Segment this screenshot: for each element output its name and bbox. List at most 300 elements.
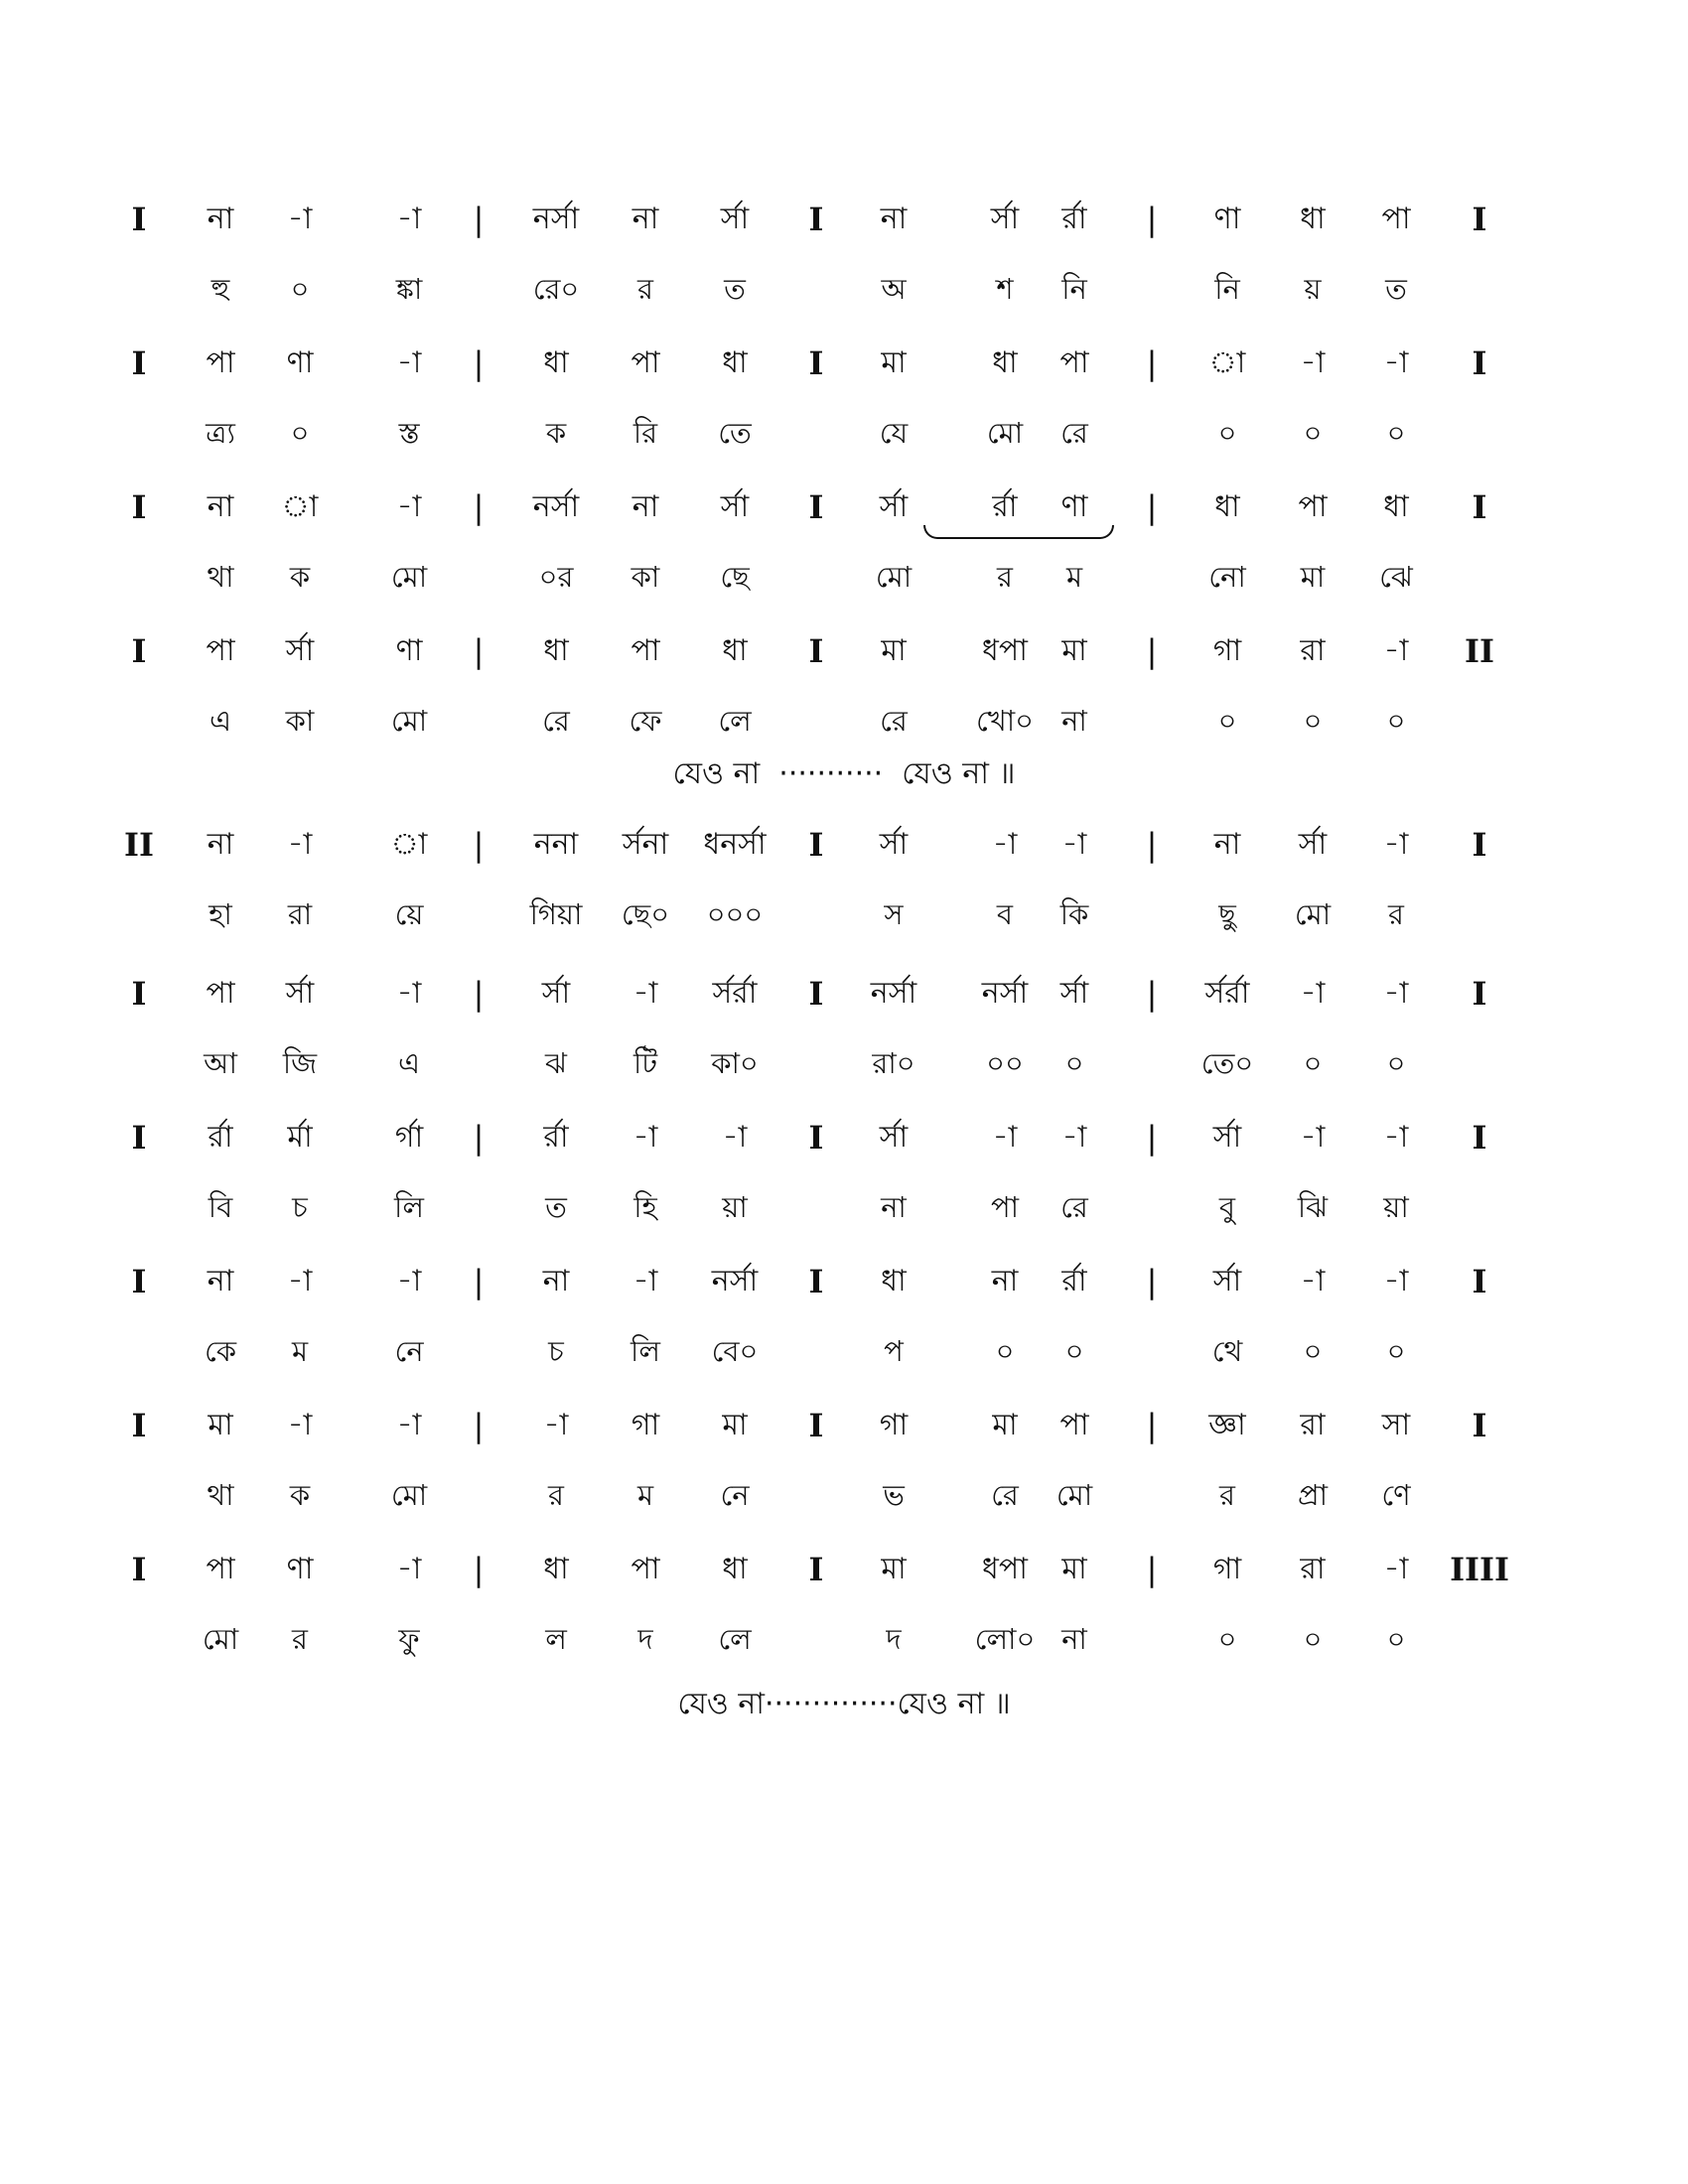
lyric-syllable: ঝ (545, 1046, 567, 1080)
measure-bar: II (124, 826, 154, 864)
swara-note: সা (1381, 1408, 1411, 1442)
lyric-syllable: হি (633, 1190, 657, 1224)
swara-note: র্সর্রা (712, 976, 758, 1011)
lyric-syllable: পা (990, 1190, 1020, 1224)
lyric-syllable: র (997, 560, 1013, 594)
lyric-syllable: নি (1061, 272, 1087, 306)
lyric-syllable: নে (720, 1478, 750, 1512)
swara-note: র্সা (541, 976, 571, 1011)
lyric-syllable: ক (289, 1478, 311, 1512)
swara-note: -া (633, 1120, 658, 1155)
measure-bar: I (1472, 488, 1487, 526)
lyric-syllable: স্ত (398, 416, 420, 450)
swara-note: মা (722, 1408, 748, 1442)
swara-note: ধনর্সা (703, 827, 767, 862)
measure-bar: I (808, 488, 824, 526)
beat-divider: | (473, 488, 485, 526)
meend-slur (923, 525, 1114, 539)
lyric-syllable: কে (204, 1334, 237, 1368)
lyric-row (0, 1037, 1688, 1097)
lyric-syllable: জি (282, 1046, 318, 1080)
measure-bar: II (1465, 632, 1494, 670)
swara-note: নর্সা (981, 976, 1029, 1011)
measure-bar: I (1472, 1407, 1487, 1444)
swara-note: র্রা (1061, 202, 1087, 236)
lyric-syllable: থা (207, 1478, 234, 1512)
swara-note: -া (1300, 976, 1326, 1011)
swara-note: র্সা (285, 976, 315, 1011)
swara-note: নর্সা (711, 1264, 759, 1298)
measure-bar: I (1472, 344, 1487, 382)
swara-note: পা (631, 633, 660, 668)
swara-note: া (1208, 345, 1246, 380)
swara-note: -া (396, 976, 422, 1011)
swara-note: নর্সা (532, 489, 580, 524)
lyric-syllable: মো (1294, 897, 1332, 931)
swara-note: র্সা (1059, 976, 1089, 1011)
swara-note: -া (992, 1120, 1018, 1155)
lyric-syllable: লে (718, 704, 752, 738)
swara-note: জ্ঞা (1208, 1408, 1246, 1442)
measure-bar: I (1472, 826, 1487, 864)
measure-bar: I (808, 975, 824, 1013)
swara-note: ধা (1300, 202, 1326, 236)
swara-note: না (207, 202, 234, 236)
swara-note: ধা (543, 1552, 569, 1586)
swara-note: পা (1059, 1408, 1089, 1442)
lyric-syllable: ০ (1064, 1046, 1084, 1080)
swara-note: গা (879, 1408, 909, 1442)
lyric-row (0, 1469, 1688, 1529)
swara-note: -া (1300, 345, 1326, 380)
lyric-syllable: ঙ্কা (395, 272, 423, 306)
lyric-syllable: ফে (629, 704, 662, 738)
swara-note: পা (631, 1552, 660, 1586)
swara-note: -া (1383, 1120, 1409, 1155)
swara-note: পা (206, 633, 235, 668)
lyric-syllable: ০ (1217, 1622, 1237, 1656)
lyric-syllable: ০ (1386, 704, 1406, 738)
swara-note: -া (396, 1264, 422, 1298)
lyric-syllable: নি (1214, 272, 1240, 306)
lyric-syllable: রে (542, 704, 570, 738)
lyric-syllable: রি (633, 416, 658, 450)
swara-note: র্সা (720, 202, 750, 236)
swara-note: ণা (286, 1552, 314, 1586)
lyric-row (0, 263, 1688, 323)
lyric-syllable: হা (209, 897, 232, 931)
swara-note: -া (396, 1408, 422, 1442)
swara-note: -া (1383, 345, 1409, 380)
swara-note: ননা (533, 827, 579, 862)
swara-note: র্সা (285, 633, 315, 668)
beat-divider: | (1146, 1407, 1158, 1444)
lyric-syllable: মো (986, 416, 1024, 450)
swara-note: মা (1061, 633, 1087, 668)
lyric-syllable: র (1219, 1478, 1235, 1512)
lyric-row (0, 551, 1688, 611)
swara-note: র্সা (879, 1120, 909, 1155)
swara-note: মা (1061, 1552, 1087, 1586)
measure-bar: I (131, 1119, 147, 1157)
swara-note: র্সর্রা (1204, 976, 1250, 1011)
swara-note: ধা (722, 1552, 748, 1586)
swara-note: র্সা (879, 489, 909, 524)
lyric-syllable: ছু (1218, 897, 1236, 931)
lyric-syllable: ত্র্য (206, 416, 235, 450)
swara-note: না (632, 489, 659, 524)
lyric-syllable: মো (202, 1622, 239, 1656)
beat-divider: | (1146, 1551, 1158, 1588)
lyric-syllable: ০ (1217, 416, 1237, 450)
swara-note: ণা (1060, 489, 1088, 524)
lyric-syllable: ০ (1303, 1622, 1323, 1656)
lyric-syllable: ক (545, 416, 567, 450)
swara-row (0, 625, 1688, 685)
lyric-syllable: র (1388, 897, 1404, 931)
lyric-syllable: টি (633, 1046, 658, 1080)
swara-note: না (991, 1264, 1019, 1298)
lyric-syllable: তে (718, 416, 752, 450)
lyric-syllable: ০০ (986, 1046, 1024, 1080)
lyric-syllable: ভ (883, 1478, 905, 1512)
measure-bar: I (131, 1551, 147, 1588)
lyric-syllable: ০ (1217, 704, 1237, 738)
beat-divider: | (1146, 1119, 1158, 1157)
lyric-syllable: বু (1218, 1190, 1236, 1224)
swara-note: রা (1300, 1408, 1326, 1442)
lyric-syllable: না (1061, 704, 1087, 738)
swara-note: মা (881, 1552, 907, 1586)
swara-row (0, 1256, 1688, 1315)
lyric-syllable: লি (394, 1190, 424, 1224)
swara-note: ধা (722, 633, 748, 668)
swara-note: ধপা (982, 1552, 1028, 1586)
lyric-syllable: ত (724, 272, 746, 306)
beat-divider: | (1146, 1263, 1158, 1300)
lyric-row (0, 1325, 1688, 1385)
swara-note: া (281, 489, 319, 524)
beat-divider: | (1146, 632, 1158, 670)
lyric-syllable: এ (209, 704, 232, 738)
refrain-line: যেও না ··········· যেও না ॥ (672, 756, 1016, 791)
swara-note: র্রা (1061, 1264, 1087, 1298)
lyric-syllable: মা (1300, 560, 1326, 594)
lyric-syllable: কা (631, 560, 660, 594)
lyric-syllable: মো (875, 560, 913, 594)
swara-note: মা (881, 633, 907, 668)
lyric-syllable: ফু (398, 1622, 420, 1656)
lyric-syllable: ত (545, 1190, 567, 1224)
swara-note: না (207, 827, 234, 862)
swara-note: ধপা (982, 633, 1028, 668)
lyric-syllable: য়া (722, 1190, 748, 1224)
lyric-syllable: শ (996, 272, 1014, 306)
swara-row (0, 1400, 1688, 1459)
lyric-syllable: রা০ (872, 1046, 915, 1080)
beat-divider: | (1146, 975, 1158, 1013)
lyric-syllable: ছে (720, 560, 750, 594)
lyric-syllable: রে০ (532, 272, 580, 306)
swara-note: ধা (543, 345, 569, 380)
lyric-syllable: মো (390, 704, 428, 738)
swara-note: ধা (1214, 489, 1240, 524)
swara-note: ধা (1383, 489, 1409, 524)
measure-bar: I (131, 201, 147, 238)
lyric-syllable: ম (636, 1478, 654, 1512)
lyric-syllable: থে (1211, 1334, 1243, 1368)
swara-note: র্রা (208, 1120, 233, 1155)
swara-row (0, 968, 1688, 1027)
lyric-syllable: চ (548, 1334, 564, 1368)
swara-note: ধা (543, 633, 569, 668)
lyric-syllable: বি (208, 1190, 233, 1224)
measure-bar: I (1472, 201, 1487, 238)
swara-note: রা (1300, 1552, 1326, 1586)
swara-note: মা (992, 1408, 1018, 1442)
lyric-syllable: ক (289, 560, 311, 594)
lyric-syllable: না (881, 1190, 907, 1224)
swara-note: -া (1300, 1264, 1326, 1298)
swara-note: না (632, 202, 659, 236)
swara-note: -া (1383, 1552, 1409, 1586)
lyric-syllable: ০ (1064, 1334, 1084, 1368)
lyric-syllable: ০ (1386, 416, 1406, 450)
measure-bar: I (808, 826, 824, 864)
swara-note: পা (206, 345, 235, 380)
measure-bar: I (808, 1263, 824, 1300)
measure-bar: I (808, 201, 824, 238)
swara-note: ণা (395, 633, 423, 668)
lyric-row (0, 407, 1688, 467)
lyric-syllable: রে (1060, 416, 1088, 450)
swara-note: মা (881, 345, 907, 380)
swara-note: -া (1300, 1120, 1326, 1155)
swara-note: র্সা (1298, 827, 1328, 862)
beat-divider: | (473, 1263, 485, 1300)
lyric-syllable: রে (1060, 1190, 1088, 1224)
lyric-syllable: এ (397, 1046, 421, 1080)
lyric-syllable: না (1061, 1622, 1087, 1656)
lyric-syllable: রা (287, 897, 313, 931)
lyric-syllable: ম (291, 1334, 309, 1368)
measure-bar: I (1472, 975, 1487, 1013)
lyric-syllable: র (292, 1622, 308, 1656)
lyric-syllable: ছে০ (621, 897, 670, 931)
swara-note: -া (543, 1408, 569, 1442)
beat-divider: | (473, 975, 485, 1013)
lyric-syllable: চ (292, 1190, 308, 1224)
measure-bar: I (808, 1551, 824, 1588)
lyric-syllable: ০ (1303, 1334, 1323, 1368)
swara-row (0, 194, 1688, 253)
beat-divider: | (473, 201, 485, 238)
lyric-syllable: দ (886, 1622, 902, 1656)
lyric-row (0, 1613, 1688, 1673)
lyric-syllable: কা০ (711, 1046, 759, 1080)
beat-divider: | (473, 1119, 485, 1157)
measure-bar: I (131, 488, 147, 526)
refrain-line: যেও না··············যেও না ॥ (677, 1687, 1011, 1721)
beat-divider: | (473, 344, 485, 382)
measure-bar: I (808, 1119, 824, 1157)
swara-note: -া (287, 202, 313, 236)
lyric-syllable: ০ (1386, 1046, 1406, 1080)
measure-bar: I (131, 1407, 147, 1444)
swara-note: না (1213, 827, 1241, 862)
swara-note: নর্সা (532, 202, 580, 236)
swara-note: -া (1383, 827, 1409, 862)
lyric-syllable: খো০ (975, 704, 1035, 738)
lyric-syllable: নে (394, 1334, 424, 1368)
lyric-syllable: য়ে (394, 897, 424, 931)
lyric-syllable: প (884, 1334, 904, 1368)
swara-note: না (207, 489, 234, 524)
lyric-syllable: ০ (1386, 1334, 1406, 1368)
lyric-syllable: বে০ (711, 1334, 759, 1368)
swara-note: গা (631, 1408, 660, 1442)
swara-note: র্গা (394, 1120, 424, 1155)
lyric-syllable: মো (390, 1478, 428, 1512)
lyric-syllable: কা (285, 704, 315, 738)
lyric-syllable: লো০ (974, 1622, 1036, 1656)
beat-divider: | (1146, 201, 1158, 238)
swara-note: -া (396, 202, 422, 236)
lyric-syllable: ত (1385, 272, 1407, 306)
swara-note: ধা (881, 1264, 907, 1298)
swara-row (0, 481, 1688, 541)
swara-note: র্সা (990, 202, 1020, 236)
swara-note: গা (1212, 1552, 1242, 1586)
swara-note: -া (1383, 976, 1409, 1011)
swara-note: পা (206, 1552, 235, 1586)
lyric-syllable: থা (207, 560, 234, 594)
swara-row (0, 338, 1688, 397)
swara-note: না (542, 1264, 570, 1298)
swara-note: ধা (722, 345, 748, 380)
swara-note: -া (287, 827, 313, 862)
lyric-syllable: লে (718, 1622, 752, 1656)
lyric-syllable: প্রা (1297, 1478, 1329, 1512)
measure-bar: IIII (1450, 1551, 1509, 1588)
measure-bar: I (131, 344, 147, 382)
swara-row (0, 819, 1688, 879)
lyric-syllable: আ (204, 1046, 237, 1080)
swara-note: -া (396, 345, 422, 380)
lyric-syllable: ০ (290, 416, 310, 450)
lyric-syllable: ০ (1386, 1622, 1406, 1656)
measure-bar: I (131, 1263, 147, 1300)
measure-bar: I (808, 344, 824, 382)
lyric-syllable: রে (880, 704, 908, 738)
swara-note: -া (396, 1552, 422, 1586)
lyric-syllable: যে (879, 416, 909, 450)
swara-note: া (390, 827, 428, 862)
lyric-syllable: র (637, 272, 653, 306)
measure-bar: I (1472, 1119, 1487, 1157)
lyric-syllable: ০ (1303, 704, 1323, 738)
swara-note: পা (631, 345, 660, 380)
lyric-syllable: দ (637, 1622, 653, 1656)
lyric-row (0, 888, 1688, 948)
lyric-syllable: ব (996, 897, 1014, 931)
swara-note: ধা (992, 345, 1018, 380)
lyric-syllable: ০ (995, 1334, 1015, 1368)
lyric-syllable: তে০ (1200, 1046, 1254, 1080)
lyric-row (0, 1181, 1688, 1241)
lyric-syllable: য়া (1383, 1190, 1409, 1224)
swara-note: পা (1381, 202, 1411, 236)
lyric-syllable: ঝি (1297, 1190, 1329, 1224)
swara-note: -া (1061, 827, 1087, 862)
lyric-syllable: গিয়া (529, 897, 583, 931)
measure-bar: I (808, 632, 824, 670)
swara-note: না (207, 1264, 234, 1298)
beat-divider: | (473, 1551, 485, 1588)
lyric-syllable: ০ (290, 272, 310, 306)
swara-note: -া (633, 976, 658, 1011)
lyric-syllable: অ (881, 272, 907, 306)
swara-note: ণা (286, 345, 314, 380)
lyric-syllable: র (548, 1478, 564, 1512)
swara-note: পা (1059, 345, 1089, 380)
swara-note: গা (1212, 633, 1242, 668)
swara-note: -া (1383, 633, 1409, 668)
lyric-syllable: ঝে (1379, 560, 1413, 594)
beat-divider: | (473, 826, 485, 864)
swara-note: র্সা (720, 489, 750, 524)
swara-note: -া (992, 827, 1018, 862)
swara-row (0, 1112, 1688, 1171)
lyric-syllable: হু (211, 272, 230, 306)
swara-note: -া (1383, 1264, 1409, 1298)
lyric-row (0, 695, 1688, 754)
swara-row (0, 1544, 1688, 1603)
swara-note: র্সা (879, 827, 909, 862)
beat-divider: | (473, 1407, 485, 1444)
beat-divider: | (1146, 344, 1158, 382)
lyric-syllable: ণে (1381, 1478, 1411, 1512)
swara-note: র্রা (543, 1120, 569, 1155)
lyric-syllable: নো (1208, 560, 1246, 594)
lyric-syllable: রে (991, 1478, 1019, 1512)
lyric-syllable: ০ (1303, 1046, 1323, 1080)
swara-note: রা (1300, 633, 1326, 668)
swara-note: -া (396, 489, 422, 524)
lyric-syllable: ০ (1303, 416, 1323, 450)
lyric-syllable: য় (1304, 272, 1322, 306)
swara-note: র্সনা (622, 827, 669, 862)
beat-divider: | (473, 632, 485, 670)
lyric-syllable: ম (1065, 560, 1083, 594)
swara-note: র্রা (992, 489, 1018, 524)
measure-bar: I (131, 975, 147, 1013)
swara-note: র্মা (287, 1120, 313, 1155)
swara-note: র্সা (1212, 1120, 1242, 1155)
lyric-syllable: কি (1059, 897, 1089, 931)
swara-note: -া (722, 1120, 748, 1155)
lyric-syllable: মো (1055, 1478, 1093, 1512)
swara-note: মা (208, 1408, 233, 1442)
lyric-syllable: ০০০ (706, 897, 764, 931)
lyric-syllable: মো (390, 560, 428, 594)
swara-note: -া (633, 1264, 658, 1298)
swara-note: পা (206, 976, 235, 1011)
beat-divider: | (1146, 488, 1158, 526)
measure-bar: I (131, 632, 147, 670)
swara-note: ণা (1213, 202, 1241, 236)
lyric-syllable: ল (545, 1622, 567, 1656)
